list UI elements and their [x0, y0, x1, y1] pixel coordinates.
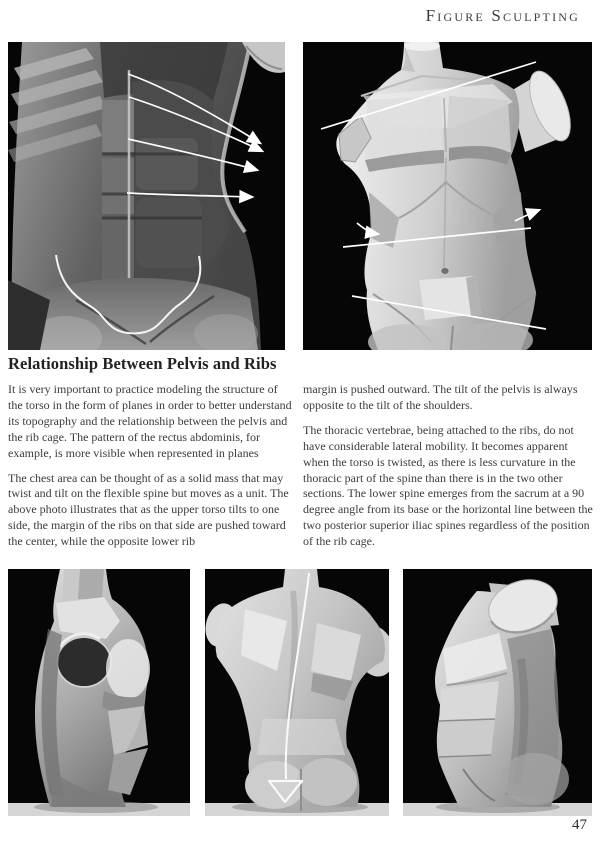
figure-torso-side-left: [8, 569, 190, 816]
figure-torso-side-right: [403, 569, 592, 816]
paragraph: The thoracic vertebrae, being attached to the ribs, do not have considerable lateral mobility. It becomes apparent when the torso is twisted, as there is less curvature in the thoracic part of the spine than there is in the two other sections. The lower spine emerges from the sacrum at a 90 degree angle from its base or the horizontal line between the two posterior superior iliac spines regardless of the position of the rib cage.: [303, 422, 593, 549]
planar-torso-front-image: [303, 42, 592, 350]
figure-ecorche-abdomen: [8, 42, 285, 350]
section-heading: Relationship Between Pelvis and Ribs: [8, 354, 277, 373]
running-head: Figure Sculpting: [425, 6, 580, 25]
text-column-right: [303, 382, 593, 559]
page-number: 47: [572, 817, 587, 833]
text-column-left: [8, 382, 294, 559]
ecorche-abdomen-image: [8, 42, 285, 350]
paragraph: It is very important to practice modeling the structure of the torso in the form of planes in order to better understand its topography and the relationship between the pelvis and the rib cage. The pattern of the rectus abdominis, for example, is more visible when represented in planes: [8, 382, 292, 460]
figure-planar-torso-front: [303, 42, 592, 350]
torso-side-left-image: [8, 569, 190, 816]
paragraph: The chest area can be thought of as a solid mass that may twist and tilt on the flexible spine but moves as a unit. The above photo illustrates that as the upper torso tilts to one side, the margin of the ribs on that side are pushed toward the center, while the opposite lower rib: [8, 470, 289, 549]
torso-side-right-image: [403, 569, 592, 816]
torso-back-image: [205, 569, 389, 816]
figure-torso-back: [205, 569, 389, 816]
paragraph: margin is pushed outward. The tilt of the pelvis is always opposite to the tilt of the shoulders.: [303, 382, 578, 412]
